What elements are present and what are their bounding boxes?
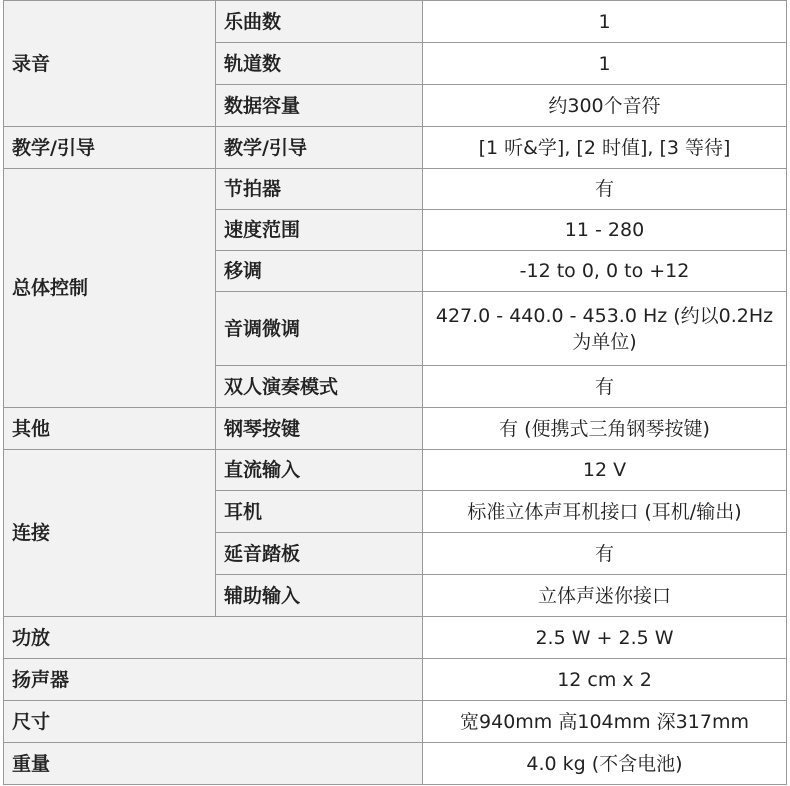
row-value: 12 V [423, 450, 787, 491]
row-value: 标准立体声耳机接口 (耳机/输出) [423, 491, 787, 533]
row-label: 乐曲数 [216, 1, 423, 43]
table-row [4, 1, 787, 43]
row-label: 节拍器 [216, 169, 423, 210]
category-weight: 重量 [4, 743, 423, 785]
row-value: 约300个音符 [423, 85, 787, 127]
category-amplifiers: 功放 [4, 617, 423, 659]
row-label: 双人演奏模式 [216, 366, 423, 408]
category-dimensions: 尺寸 [4, 701, 423, 743]
row-value: 1 [423, 43, 787, 85]
table-row [4, 659, 787, 701]
row-value: 11 - 280 [423, 210, 787, 251]
row-value: 有 (便携式三角钢琴按键) [423, 408, 787, 450]
row-value: 有 [423, 533, 787, 575]
table-row [4, 743, 787, 785]
category-connections: 连接 [4, 450, 216, 617]
category-general-controls: 总体控制 [4, 169, 216, 408]
row-label: 延音踏板 [216, 533, 423, 575]
row-value: [1 听&学], [2 时值], [3 等待] [423, 127, 787, 169]
row-label: 数据容量 [216, 85, 423, 127]
row-value: 427.0 - 440.0 - 453.0 Hz (约以0.2Hz为单位) [423, 292, 787, 366]
table-row [4, 127, 787, 169]
row-label: 音调微调 [216, 292, 423, 366]
category-other: 其他 [4, 408, 216, 450]
row-label: 教学/引导 [216, 127, 423, 169]
table-row [4, 169, 787, 210]
row-label: 速度范围 [216, 210, 423, 251]
table-row [4, 701, 787, 743]
row-label: 移调 [216, 251, 423, 292]
row-value: 12 cm x 2 [423, 659, 787, 701]
row-label: 直流输入 [216, 450, 423, 491]
category-speakers: 扬声器 [4, 659, 423, 701]
table-row [4, 617, 787, 659]
row-value: 有 [423, 366, 787, 408]
row-label: 辅助输入 [216, 575, 423, 617]
row-label: 耳机 [216, 491, 423, 533]
row-value: 2.5 W + 2.5 W [423, 617, 787, 659]
row-label: 钢琴按键 [216, 408, 423, 450]
row-value: 立体声迷你接口 [423, 575, 787, 617]
row-value: 4.0 kg (不含电池) [423, 743, 787, 785]
category-recording: 录音 [4, 1, 216, 127]
table-row [4, 450, 787, 491]
category-lesson: 教学/引导 [4, 127, 216, 169]
row-value: -12 to 0, 0 to +12 [423, 251, 787, 292]
spec-table [3, 0, 787, 785]
row-label: 轨道数 [216, 43, 423, 85]
row-value: 1 [423, 1, 787, 43]
row-value: 有 [423, 169, 787, 210]
row-value: 宽940mm 高104mm 深317mm [423, 701, 787, 743]
table-row [4, 408, 787, 450]
